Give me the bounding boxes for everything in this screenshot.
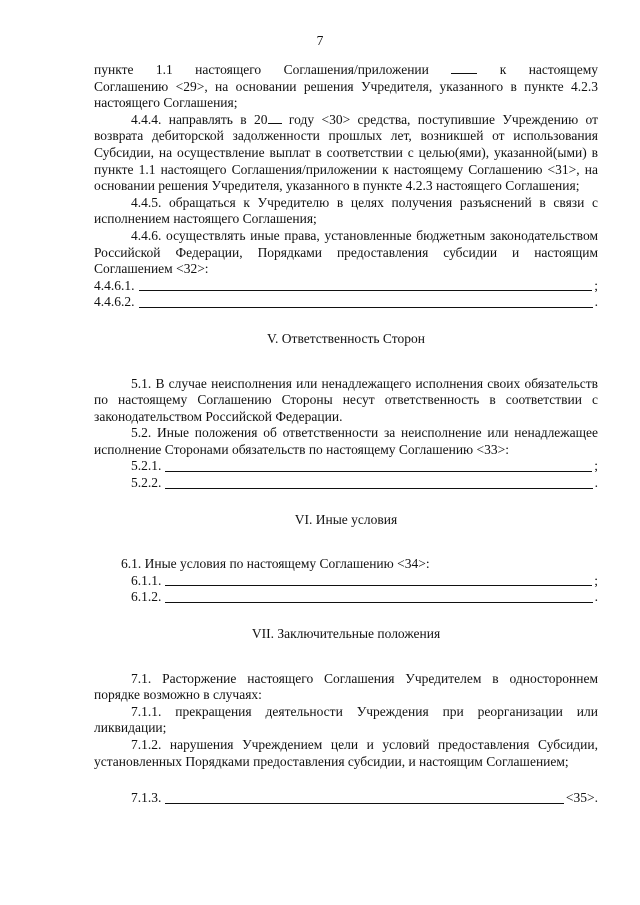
- item-number: 6.1.1.: [131, 572, 162, 588]
- fill-line-7-1-3: [94, 790, 598, 807]
- fill-line-5-2-2: [94, 475, 598, 492]
- fill-line-4-4-6-2: [94, 294, 598, 311]
- document-body: [94, 62, 598, 807]
- blank-line: [165, 592, 592, 603]
- punctuation: ;: [594, 572, 598, 588]
- section-heading-6: VI. Иные условия: [294, 511, 398, 527]
- paragraph-continuation: [94, 62, 598, 79]
- fill-line-6-1-1: [94, 573, 598, 590]
- item-number: 5.2.2.: [131, 475, 162, 491]
- blank-line: [165, 478, 592, 489]
- paragraph-4-4-4: [94, 112, 598, 195]
- punctuation: ;: [594, 277, 598, 293]
- punctuation: .: [594, 589, 598, 605]
- paragraph-text: к настоящему: [499, 62, 599, 77]
- punctuation: .: [594, 475, 598, 491]
- fill-line-5-2-1: [94, 458, 598, 475]
- paragraph-7-1: 7.1. Расторжение настоящего Соглашения Учредителем в одностороннем порядке возможно в случаях:: [94, 670, 598, 703]
- paragraph-6-1: 6.1. Иные условия по настоящему Соглашению <34>:: [121, 556, 430, 572]
- paragraph-text: году <30> средства, поступившие Учреждению от возврата дебиторской задолженности прошлых лет, возникшей от использования Субсидии, на осуществление выплат в соответствии с целью(ями), указанной(ыми) в пункте 1.1 настоящего Соглашения/приложении к настоящему Соглашению <31>, на основании решения Учредителя, указанного в пункте 4.2.3 настоящего Соглашения;: [94, 111, 599, 194]
- footnote-ref: <35>.: [565, 790, 598, 806]
- blank-line: [451, 63, 477, 74]
- paragraph-5-2: 5.2. Иные положения об ответственности за неисполнение или ненадлежащее исполнение Сторонами обязательств по настоящему Соглашению <33>:: [94, 425, 598, 457]
- paragraph-7-1-2: 7.1.2. нарушения Учреждением цели и условий предоставления Субсидии, установленных Порядками предоставления субсидии, и настоящим Соглашением;: [94, 737, 598, 769]
- section-heading-5: V. Ответственность Сторон: [267, 330, 425, 346]
- paragraph-4-4-5: 4.4.5. обращаться к Учредителю в целях получения разъяснений в связи с исполнением настоящего Соглашения;: [94, 194, 598, 227]
- item-number: 5.2.1.: [131, 458, 162, 474]
- paragraph-text: пункте 1.1 настоящего Соглашения/приложении: [94, 62, 429, 77]
- blank-line: [165, 461, 592, 472]
- fill-line-4-4-6-1: [94, 278, 598, 295]
- item-number: 6.1.2.: [131, 589, 162, 605]
- paragraph-5-1: 5.1. В случае неисполнения или ненадлежащего исполнения своих обязательств по настоящему Соглашению Стороны несут ответственность в соответствии с законодательством Российской Федерации.: [94, 375, 598, 424]
- item-number: 7.1.3.: [131, 790, 162, 806]
- punctuation: .: [594, 294, 598, 310]
- item-number: 4.4.6.2.: [94, 294, 135, 310]
- page-number: 7: [316, 33, 324, 48]
- punctuation: ;: [594, 458, 598, 474]
- section-heading-7: VII. Заключительные положения: [251, 626, 441, 642]
- paragraph-4-4-6: 4.4.6. осуществлять иные права, установленные бюджетным законодательством Российской Федерации, Порядками предоставления субсидии и настоящим Соглашением <32>:: [94, 227, 598, 277]
- blank-line: [139, 297, 593, 308]
- blank-line: [139, 280, 593, 291]
- blank-line: [268, 113, 282, 124]
- paragraph-7-1-1: 7.1.1. прекращения деятельности Учреждения при реорганизации или ликвидации;: [94, 703, 598, 736]
- blank-line: [165, 575, 592, 586]
- paragraph-text: 4.4.4. направлять в 20: [131, 111, 268, 127]
- fill-line-6-1-2: [94, 589, 598, 606]
- item-number: 4.4.6.1.: [94, 277, 135, 293]
- paragraph-text: Соглашению <29>, на основании решения Учредителя, указанного в пункте 4.2.3 настоящего Соглашения;: [94, 78, 598, 111]
- blank-line: [165, 793, 564, 804]
